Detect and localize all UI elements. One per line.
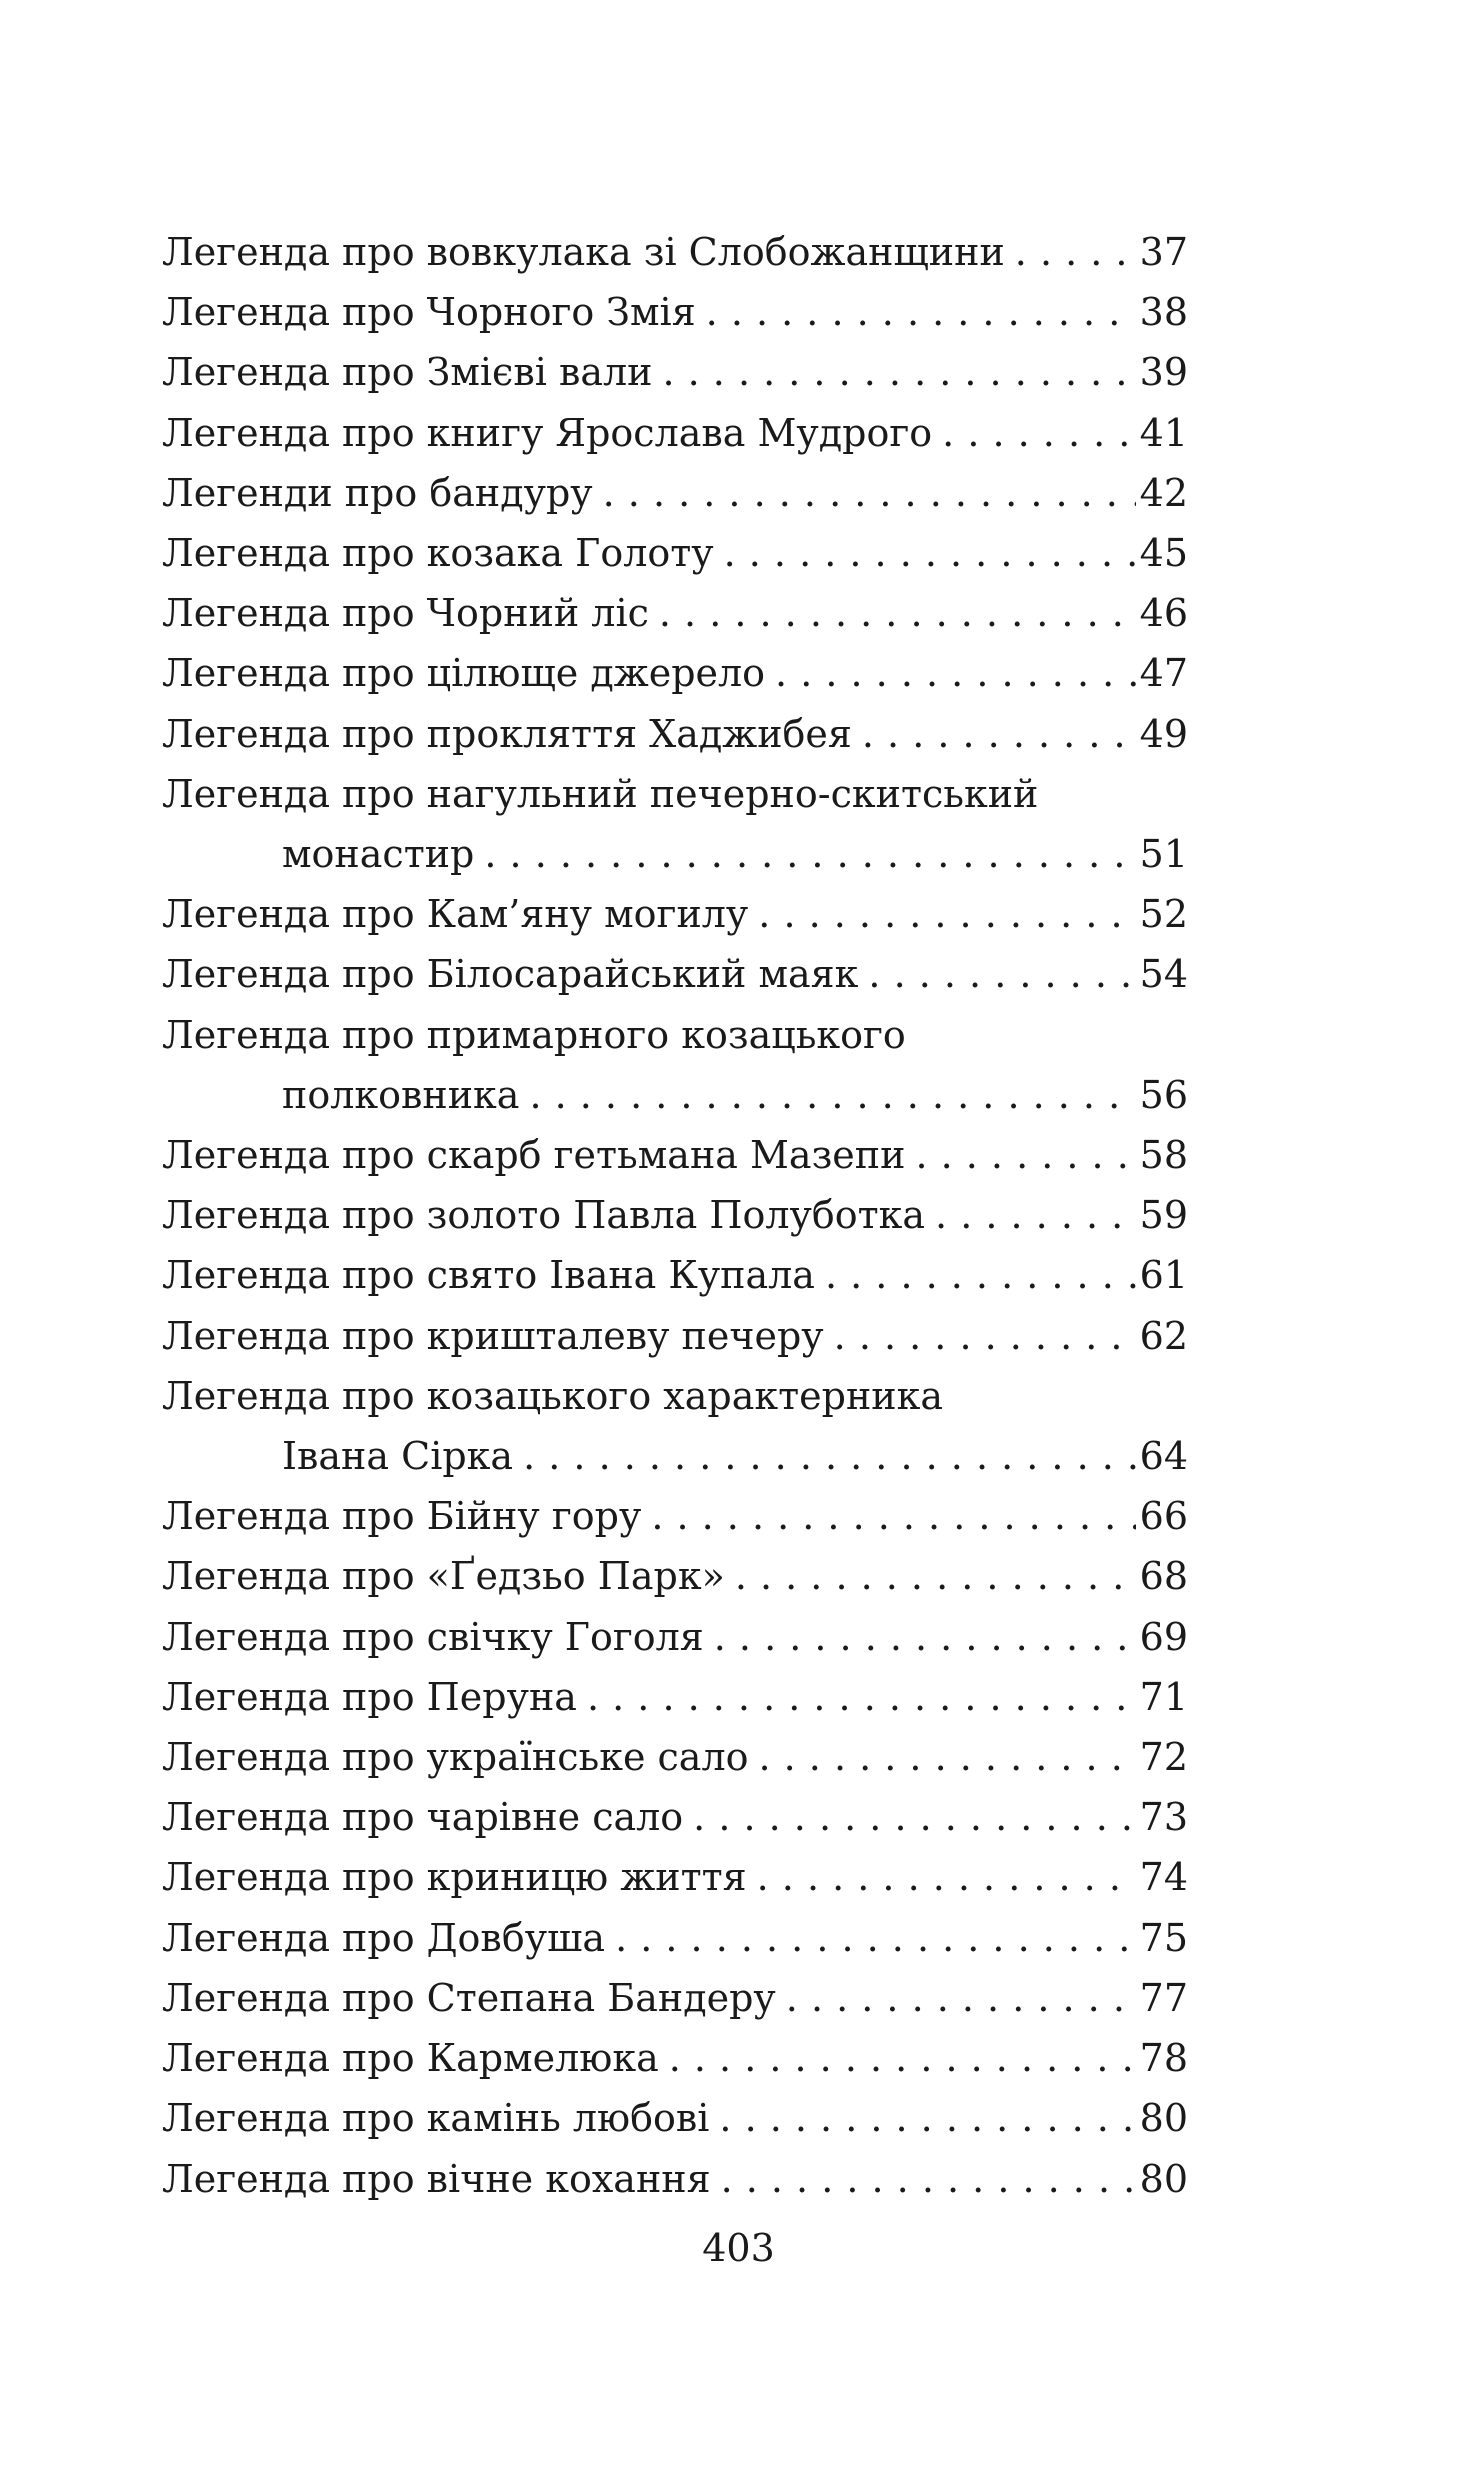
dot-leader (834, 1306, 1136, 1366)
toc-entry-page: 46 (1139, 591, 1188, 636)
toc-entry-page: 80 (1139, 2156, 1188, 2201)
toc-entry-title: Легенда про скарб гетьмана Мазепи (162, 1133, 906, 1178)
dot-leader (693, 1787, 1135, 1847)
page-number: 403 (702, 2226, 775, 2270)
toc-entry (162, 884, 1188, 944)
toc-entry (162, 523, 1188, 583)
dot-leader (786, 1968, 1136, 2028)
toc-entry (162, 2149, 1188, 2209)
toc-entry-page: 80 (1139, 2096, 1188, 2141)
toc-entry (162, 1366, 1188, 1486)
dot-leader (523, 1426, 1136, 1486)
toc-entry (162, 282, 1188, 342)
dot-leader (825, 1245, 1136, 1305)
toc-entry-page: 49 (1139, 711, 1188, 756)
toc-entry-page: 42 (1139, 470, 1188, 515)
dot-leader (659, 583, 1136, 643)
dot-leader (1015, 222, 1136, 282)
toc-entry-page: 41 (1139, 410, 1188, 455)
toc-entry-title: Легенда про Перуна (162, 1674, 577, 1719)
toc-entry (162, 704, 1188, 764)
toc-entry-title: Легенда про «Ґедзьо Парк» (162, 1554, 725, 1599)
toc-entry-page: 75 (1139, 1915, 1188, 1960)
dot-leader (706, 282, 1136, 342)
toc-entry-page: 59 (1139, 1193, 1188, 1238)
toc-entry-page: 45 (1139, 531, 1188, 576)
dot-leader (868, 944, 1135, 1004)
toc-entry-title-continuation: полковника (282, 1072, 520, 1117)
toc-entry (162, 2028, 1188, 2088)
dot-leader (615, 1908, 1136, 1968)
toc-entry-page: 66 (1139, 1494, 1188, 1539)
toc-entry-page: 38 (1139, 290, 1188, 335)
toc-entry-page: 52 (1139, 892, 1188, 937)
toc-entry-title: Легенда про українське сало (162, 1735, 749, 1780)
dot-leader (719, 2088, 1135, 2148)
toc-entry-title: Легенда про прокляття Хаджибея (162, 711, 852, 756)
toc-entry-title: Легенда про книгу Ярослава Мудрого (162, 410, 933, 455)
toc-entry-title: Легенда про вовкулака зі Слобожанщини (162, 230, 1005, 274)
toc-entry-title: Легенда про Довбуша (162, 1915, 606, 1960)
dot-leader (603, 463, 1136, 523)
toc-entry-title: Легенда про криницю життя (162, 1855, 747, 1900)
toc-entry (162, 1908, 1188, 1968)
toc-entry-title: Легенда про примарного козацького (162, 1012, 906, 1057)
toc-entry-title: Легенда про Бійну гору (162, 1494, 642, 1539)
toc-entry-title: Легенда про козацького характерника (162, 1373, 944, 1418)
toc-entry-title: Легенда про Білосарайський маяк (162, 952, 859, 997)
toc-entry-page: 51 (1139, 832, 1188, 877)
toc-entry-page: 78 (1139, 2036, 1188, 2081)
toc-entry-title: Легенда про вічне кохання (162, 2156, 711, 2201)
toc-entry-page: 47 (1139, 651, 1188, 696)
toc-entry-page: 72 (1139, 1735, 1188, 1780)
toc-entry-title: Легенда про свято Івана Купала (162, 1253, 815, 1298)
toc-entry-page: 39 (1139, 350, 1188, 395)
dot-leader (714, 1607, 1136, 1667)
toc-entry (162, 1847, 1188, 1907)
toc-entry-page: 68 (1139, 1554, 1188, 1599)
toc-entry (162, 2088, 1188, 2148)
toc-entry-page: 74 (1139, 1855, 1188, 1900)
toc-entry (162, 403, 1188, 463)
toc-entry-page: 58 (1139, 1133, 1188, 1178)
dot-leader (935, 1185, 1136, 1245)
toc-entry (162, 1968, 1188, 2028)
toc-entry-page: 71 (1139, 1674, 1188, 1719)
toc-entry-page: 62 (1139, 1313, 1188, 1358)
dot-leader (662, 342, 1135, 402)
toc-entry (162, 1607, 1188, 1667)
toc-entry (162, 764, 1188, 884)
toc-entry-title: Легенда про Чорний ліс (162, 591, 649, 636)
toc-entry (162, 1486, 1188, 1546)
dot-leader (587, 1667, 1136, 1727)
toc-entry-title: Легенда про золото Павла Полуботка (162, 1193, 926, 1238)
toc-entry-title: Легенда про свічку Гоголя (162, 1614, 704, 1659)
toc-entry (162, 583, 1188, 643)
dot-leader (942, 403, 1135, 463)
toc-entry-page: 37 (1139, 230, 1188, 274)
toc-entry (162, 643, 1188, 703)
toc-entry (162, 463, 1188, 523)
toc-entry-title: Легенда про цілюще джерело (162, 651, 766, 696)
toc-entry-title-continuation: Івана Сірка (282, 1434, 514, 1479)
dot-leader (484, 824, 1135, 884)
dot-leader (724, 523, 1136, 583)
dot-leader (758, 884, 1135, 944)
toc-entry-title: Легенда про козака Голоту (162, 531, 714, 576)
toc-entry-title-continuation: монастир (282, 832, 475, 877)
dot-leader (862, 704, 1136, 764)
toc-entry (162, 222, 1188, 282)
toc-entry-page: 64 (1139, 1434, 1188, 1479)
toc-entry-title: Легенда про чарівне сало (162, 1795, 684, 1840)
toc-entry (162, 1005, 1188, 1125)
toc-entry (162, 1667, 1188, 1727)
toc-entry-page: 61 (1139, 1253, 1188, 1298)
toc-entry (162, 1546, 1188, 1606)
table-of-contents (162, 222, 1188, 2209)
dot-leader (735, 1546, 1136, 1606)
toc-entry (162, 1185, 1188, 1245)
dot-leader (757, 1847, 1136, 1907)
dot-leader (651, 1486, 1135, 1546)
toc-entry-page: 69 (1139, 1614, 1188, 1659)
dot-leader (758, 1727, 1135, 1787)
toc-entry-title: Легенди про бандуру (162, 470, 593, 515)
dot-leader (915, 1125, 1135, 1185)
toc-entry-title: Легенда про Кармелюка (162, 2036, 659, 2081)
dot-leader (775, 643, 1136, 703)
dot-leader (669, 2028, 1136, 2088)
toc-entry-page: 73 (1139, 1795, 1188, 1840)
toc-entry (162, 1727, 1188, 1787)
toc-entry-title: Легенда про Змієві вали (162, 350, 653, 395)
toc-entry-title: Легенда про Чорного Змія (162, 290, 696, 335)
toc-entry (162, 1125, 1188, 1185)
toc-entry-title: Легенда про кришталеву печеру (162, 1313, 824, 1358)
toc-entry-title: Легенда про нагульний печерно-скитський (162, 771, 1039, 816)
toc-entry-title: Легенда про Степана Бандеру (162, 1975, 776, 2020)
toc-entry (162, 342, 1188, 402)
toc-entry-page: 77 (1139, 1975, 1188, 2020)
toc-entry-page: 56 (1139, 1072, 1188, 1117)
toc-entry (162, 944, 1188, 1004)
dot-leader (529, 1065, 1135, 1125)
toc-entry-title: Легенда про Кам’яну могилу (162, 892, 749, 937)
toc-entry (162, 1306, 1188, 1366)
toc-entry (162, 1245, 1188, 1305)
toc-entry (162, 1787, 1188, 1847)
dot-leader (721, 2149, 1136, 2209)
toc-entry-title: Легенда про камінь любові (162, 2096, 710, 2141)
toc-entry-page: 54 (1139, 952, 1188, 997)
